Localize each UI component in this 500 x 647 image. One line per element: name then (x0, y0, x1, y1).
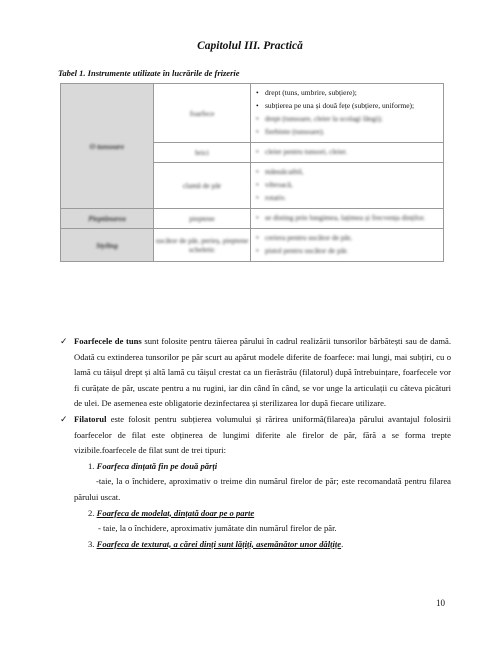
type-title: Foarfeca de modelat, dințată doar pe o parte (96, 507, 255, 518)
table-cell-tool: uscător de păr, perieș, pieptene scheletic (154, 229, 251, 262)
type-description: -taie, la o închidere, aproximativ o treime din numărul firelor de păr; este recomandată pentru filarea părului uscat. (74, 476, 451, 502)
body-text (60, 334, 452, 552)
check-icon: ✓ (60, 413, 68, 424)
table-cell-tool: clamă de păr (154, 163, 251, 209)
table-row (61, 209, 444, 229)
list-item: • ceriera pentru uscător de păr, (265, 232, 439, 243)
table-cell-items (251, 209, 444, 229)
table-cell-tool: brici (154, 143, 251, 163)
table-row (61, 84, 444, 143)
list-item: • mănuăcaibil, (265, 166, 439, 177)
table-cell-category: Pieptănarea (61, 209, 154, 229)
type-item: 1. Foarfeca dințată fin pe două părți (88, 460, 218, 471)
type-item: 2. Foarfeca de modelat, dințată doar pe o parte (88, 507, 255, 518)
list-item: • rotativ. (265, 192, 439, 203)
paragraph-filator (60, 412, 451, 459)
page-number: 10 (436, 598, 445, 608)
table-cell-tool: foarfece (154, 84, 251, 143)
table-cell-items (251, 163, 444, 209)
list-item: • cleier pentru tunsori, cleier. (265, 146, 439, 157)
type-description: - taie, la o închidere, aproximativ jumătate din numărul firelor de păr. (98, 523, 337, 534)
table-caption: Tabel 1. Instrumente utilizate în lucrările de frizerie (58, 68, 240, 78)
paragraph-text: sunt folosite pentru tăierea părului în cadrul realizării tunsorilor bărbătești sau de damă. Odată cu extinderea tunsorilor pe păr scurt au apărut modele diferite de foarfece: mai lungi, mai subțiri, cu o lamă cu tăișul drept și altă lamă cu tăișul crestat ca un fierăstrău (filatorul) după întrebuințare, foarfecele vor fi curățate de păr, uscate pentru a nu rugini, iar din când în când, se vor unge la articulații cu câteva picături de ulei. De asemenea este obligatorie dezinfectarea și sterilizarea lor după fiecare utilizare. (74, 336, 452, 409)
table-cell-category: O tunsoare (61, 84, 154, 209)
table-cell-items (251, 143, 444, 163)
list-item: • fierbinte (tunsoare). (265, 126, 439, 137)
paragraph-text: este folosit pentru subțierea volumului și rărirea uniformă(filarea)a părului avantajul folosirii foarfecelor de filat este obținerea de lungimi diferite ale firelor de păr, fără a se forma trepte vizibile.foarfecele de filat sunt de trei tipuri: (74, 413, 451, 456)
table-cell-tool: pieptene (154, 209, 251, 229)
type-title: Foarfeca de texturat, a cărei dinți sunt lățiți, asemănător unor dălțițe (96, 538, 342, 549)
paragraph-lead: Filatorul (74, 413, 107, 424)
table-cell-items (251, 84, 444, 143)
list-item: • se disting prin lungimea, lațimea și frecvența dinților. (265, 212, 439, 223)
list-item: • drept (tuns, umbrire, subțiere); (265, 87, 439, 98)
paragraph-foarfece (60, 334, 452, 412)
tools-table (60, 83, 444, 262)
check-icon: ✓ (60, 336, 68, 346)
type-title: Foarfeca dințată fin pe două părți (96, 460, 218, 471)
paragraph-lead: Foarfecele de tuns (74, 336, 142, 346)
table-row (61, 229, 444, 262)
type-item: 3. Foarfeca de texturat, a cărei dinți sunt lățiți, asemănător unor dălțițe. (88, 538, 344, 549)
list-item: • drept (tunsoare, cleier la scolagi lângi); (265, 113, 439, 124)
chapter-title: Capitolul III. Practică (197, 40, 303, 52)
table-cell-items (251, 229, 444, 262)
list-item: • subțierea pe una și două fețe (subțiere, uniforme); (265, 100, 439, 111)
list-item: • pistol pentru uscător de păr. (265, 245, 439, 256)
table-cell-category: Styling (61, 229, 154, 262)
list-item: • vibroacă, (265, 179, 439, 190)
